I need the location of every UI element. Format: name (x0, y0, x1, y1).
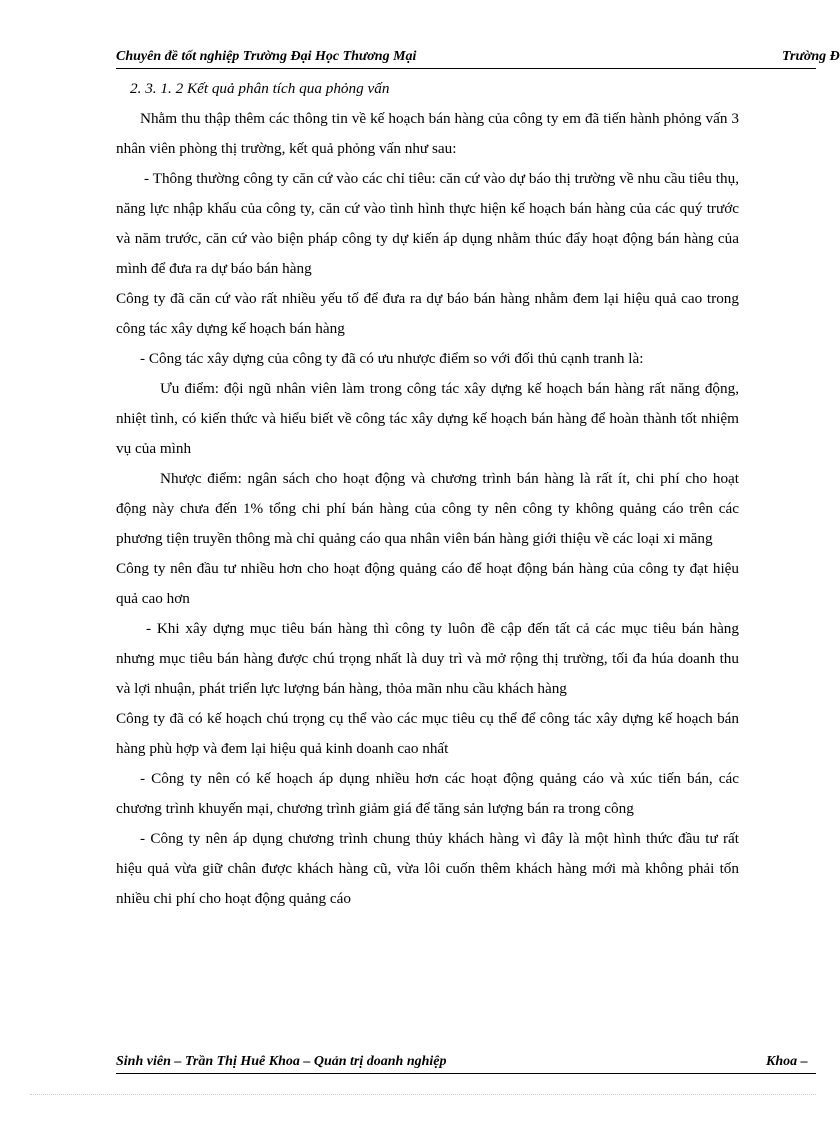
paragraph-bullet-goals: - Khi xây dựng mục tiêu bán hàng thì công ty luôn đề cập đến tất cả các mục tiêu bán hàng nhưng mục tiêu bán hàng được chú trọng nhất là duy trì và mở rộng thị trường, tối đa húa doanh thu và lợi nhuận, phát triển lực lượng bán hàng, thỏa mãn nhu cầu khách hàng (116, 620, 739, 697)
paragraph-intro: Nhằm thu thập thêm các thông tin về kế hoạch bán hàng của công ty em đã tiến hành phỏng vấn 3 nhân viên phòng thị trường, kết quả phỏng vấn như sau: (116, 110, 739, 157)
paragraph-bullet-promotion: - Công ty nên có kế hoạch áp dụng nhiều hơn các hoạt động quảng cáo và xúc tiến bán, các chương trình khuyến mại, chương trình giảm giá để tăng sản lượng bán ra trong công (116, 770, 739, 817)
header-title: Chuyên đề tốt nghiệp Trường Đại Học Thương Mại (116, 49, 417, 64)
paragraph-bullet-forecast: - Thông thường công ty căn cứ vào các chỉ tiêu: căn cứ vào dự báo thị trường về nhu cầu tiêu thụ, năng lực nhập khẩu của công ty, căn cứ vào tình hình thực hiện kế hoạch bán hàng của các quý trước và năm trước, căn cứ vào biện pháp công ty dự kiến áp dụng nhằm thúc đẩy hoạt động bán hàng của mình để đưa ra dự báo bán hàng (116, 170, 739, 277)
page-bottom-divider (30, 1094, 816, 1095)
page-footer (116, 1054, 816, 1074)
paragraph-forecast-conclusion: Công ty đã căn cứ vào rất nhiều yếu tố để đưa ra dự báo bán hàng nhằm đem lại hiệu quả cao trong công tác xây dựng kế hoạch bán hàng (116, 290, 739, 337)
section-heading: 2. 3. 1. 2 Kết quả phân tích qua phỏng vấn (130, 80, 390, 97)
page-header (116, 49, 840, 69)
paragraph-advantages: Ưu điểm: đội ngũ nhân viên làm trong công tác xây dựng kế hoạch bán hàng rất năng động, nhiệt tình, có kiến thức và hiểu biết về công tác xây dựng kế hoạch bán hàng để hoàn thành tốt nhiệm vụ của mình (116, 380, 739, 457)
paragraph-advertising-advice: Công ty nên đầu tư nhiều hơn cho hoạt động quảng cáo để hoạt động bán hàng của công ty đạt hiệu quả cao hơn (116, 560, 739, 607)
paragraph-disadvantages: Nhược điểm: ngân sách cho hoạt động và chương trình bán hàng là rất ít, chi phí cho hoạt động này chưa đến 1% tổng chi phí bán hàng của công ty nên công ty không quảng cáo trên các phương tiện truyền thông mà chỉ quảng cáo qua nhân viên bán hàng giới thiệu về các loại xi măng (116, 470, 739, 547)
footer-author: Sinh viên – Trần Thị Huê Khoa – Quản trị doanh nghiệp (116, 1054, 447, 1069)
header-right-text: Trường Đ (782, 49, 840, 64)
footer-right-text: Khoa – (766, 1054, 808, 1069)
paragraph-goals-conclusion: Công ty đã có kế hoạch chú trọng cụ thể vào các mục tiêu cụ thể để công tác xây dựng kế hoạch bán hàng phù hợp và đem lại hiệu quả kinh doanh cao nhất (116, 710, 739, 757)
document-body (116, 74, 739, 914)
paragraph-bullet-loyalty: - Công ty nên áp dụng chương trình chung thủy khách hàng vì đây là một hình thức đầu tư rất hiệu quả vừa giữ chân được khách hàng cũ, vừa lôi cuốn thêm khách hàng mới mà không phải tốn nhiều chi phí cho hoạt động quảng cáo (116, 830, 739, 907)
paragraph-bullet-pros-cons: - Công tác xây dựng của công ty đã có ưu nhược điểm so với đối thủ cạnh tranh là: (140, 350, 644, 367)
